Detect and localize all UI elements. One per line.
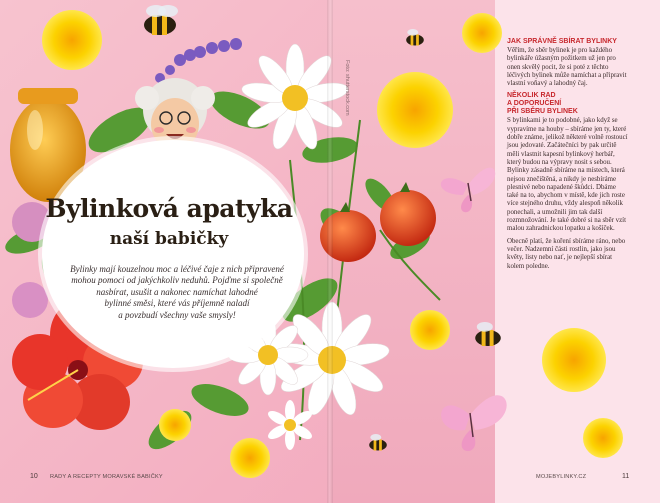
heading-how-to-collect: JAK SPRÁVNĚ SBÍRAT BYLINKY xyxy=(507,38,617,45)
lavender xyxy=(155,38,242,83)
dandelion-2 xyxy=(462,13,502,53)
heading-tips xyxy=(507,92,629,116)
page-subtitle: naší babičky xyxy=(109,229,229,249)
intro-line: a povzbudí všechny vaše smysly! xyxy=(118,309,236,320)
dandelion-5 xyxy=(542,328,606,392)
footer-website: MOJEBYLINKY.CZ xyxy=(536,474,587,480)
dandelion-4 xyxy=(410,310,450,350)
page-number-right: 11 xyxy=(622,473,630,480)
paragraph-tips: S bylinkami je to podobné, jako když se vypravíme na houby – sbíráme jen ty, které dobře známe, jelikož některé volně rostoucí jsou jedovaté. Začátečníci by pak určitě měli vlastnit kapesní bylinkový herbář, který budou na výpravy nosit s sebou. Bylinky zásadně sbíráme na místech, která nejsou znečištěná, a nikdy je nesbíráme plesnivé nebo napadené škůdci. Dbáme také na to, abychom v místě, kde jich roste více stejného druhu, vždy alespoň několik ponechali, a umožnili jim tak další rozmnožování. Je také dobré si na sběr vzít malou zahradnickou lopatku a košíček. xyxy=(507,117,628,233)
heading-tips-line: NĚKOLIK RAD xyxy=(507,92,556,100)
page-gutter xyxy=(327,0,333,503)
page-number-left: 10 xyxy=(30,473,38,480)
daisy-small xyxy=(266,400,314,450)
dandelion-1 xyxy=(42,10,102,70)
page-title: Bylinková apatyka xyxy=(45,194,293,223)
bee-1 xyxy=(144,5,178,35)
dandelion-8 xyxy=(159,409,191,441)
intro-line: nasbírat, usušit a nakonec namíchat lahodné xyxy=(96,286,258,297)
dandelion-6 xyxy=(583,418,623,458)
title-circle xyxy=(42,140,304,368)
daisy-top xyxy=(240,44,349,152)
paragraph-timing: Obecně platí, že koření sbíráme ráno, nebo večer. Nadzemní části rostlin, jako jsou květy, listy nebo nať, je nejlepší sbírat kolem poledne. xyxy=(507,237,626,270)
footer-right xyxy=(330,470,660,484)
article-column xyxy=(507,38,629,275)
heading-tips-line: PŘI SBĚRU BYLINEK xyxy=(507,108,578,116)
dandelion-3 xyxy=(377,72,453,148)
heading-tips-line: A DOPORUČENÍ xyxy=(507,100,562,108)
butterfly-1 xyxy=(441,168,495,213)
intro-paragraph xyxy=(66,264,288,321)
intro-line: mohou pomoci od jakýchkoliv neduhů. Pojďme si společně xyxy=(71,275,283,286)
bee-4 xyxy=(369,434,387,451)
photo-credit: Foto: shutterstock.com xyxy=(344,60,350,116)
butterfly-2 xyxy=(441,395,507,451)
intro-line: bylinné směsi, které vás příjemně naladí xyxy=(104,298,250,309)
footer-magazine-name: RADY A RECEPTY MORAVSKÉ BABIČKY xyxy=(50,474,163,480)
bee-2 xyxy=(406,29,424,46)
intro-line: Bylinky mají kouzelnou moc a léčivé čaje z nich připravené xyxy=(70,264,284,274)
paragraph-intro: Věřím, že sběr bylinek je pro každého bylinkáře úžasným požitkem už jen pro onen skvělý pocit, že si poté z těchto léčivých bylinek může namíchat a připravit vlastní voňavý a lahodný čaj. xyxy=(507,47,627,88)
bee-3 xyxy=(475,322,501,346)
footer-left xyxy=(0,470,330,484)
